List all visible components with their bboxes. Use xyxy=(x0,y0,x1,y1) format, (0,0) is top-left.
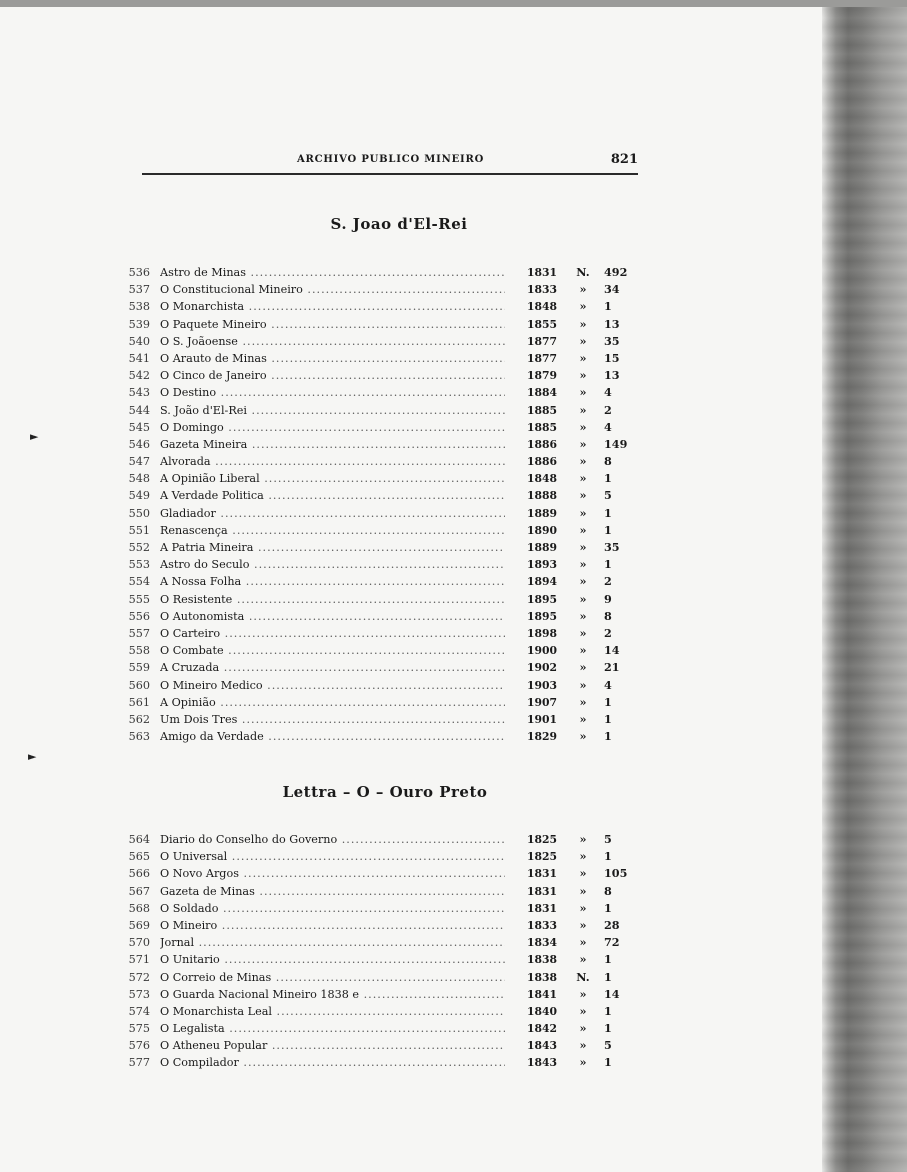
entry-number: 559 xyxy=(128,661,150,675)
book-binding-edge xyxy=(822,0,907,1172)
issue-count: 1 xyxy=(604,849,612,864)
status-mark: » xyxy=(579,540,587,554)
status-mark: » xyxy=(579,1021,587,1036)
issue-count: 4 xyxy=(604,419,612,434)
entry-number: 561 xyxy=(128,695,150,709)
newspaper-title: Alvorada ..... xyxy=(160,453,505,470)
entry-number: 575 xyxy=(128,1022,150,1036)
newspaper-title: Um Dois Tres ..... xyxy=(160,711,505,728)
issue-count: 1 xyxy=(604,471,612,486)
year: 1831 xyxy=(526,266,558,279)
newspaper-title: A Opinião ..... xyxy=(160,694,505,711)
newspaper-title: O Domingo ..... xyxy=(160,419,505,436)
entry-number: 573 xyxy=(128,987,150,1001)
page-header xyxy=(142,152,638,176)
entry-number: 536 xyxy=(128,266,150,279)
entry-number: 570 xyxy=(128,936,150,950)
year: 1831 xyxy=(526,884,558,898)
year: 1833 xyxy=(526,918,558,932)
header-rule xyxy=(142,173,638,175)
status-mark: » xyxy=(579,574,587,589)
newspaper-title: O Novo Argos ..... xyxy=(160,865,505,882)
newspaper-title: A Verdade Politica ..... xyxy=(160,487,505,504)
status-mark: » xyxy=(579,488,587,503)
issue-count: 1 xyxy=(604,969,612,984)
list-item xyxy=(120,1003,640,1020)
status-mark: » xyxy=(579,557,587,572)
issue-count: 5 xyxy=(604,1038,612,1053)
issue-count: 21 xyxy=(604,660,620,675)
issue-count: 1 xyxy=(604,711,612,726)
entry-number: 539 xyxy=(128,317,150,331)
year: 1877 xyxy=(526,351,558,365)
newspaper-title: O Legalista ..... xyxy=(160,1020,505,1037)
status-mark: » xyxy=(579,677,587,692)
list-item xyxy=(120,951,640,968)
year: 1895 xyxy=(526,609,558,623)
newspaper-title: O Universal ..... xyxy=(160,848,505,865)
year: 1842 xyxy=(526,1022,558,1036)
year: 1886 xyxy=(526,455,558,469)
entry-number: 554 xyxy=(128,575,150,589)
status-mark: » xyxy=(579,917,587,932)
year: 1840 xyxy=(526,1004,558,1018)
status-mark: » xyxy=(579,385,587,400)
entry-number: 552 xyxy=(128,541,150,554)
list-item xyxy=(120,453,640,470)
newspaper-title: O Arauto de Minas ..... xyxy=(160,350,505,367)
year: 1843 xyxy=(526,1056,558,1070)
year: 1877 xyxy=(526,334,558,348)
issue-count: 1 xyxy=(604,1021,612,1036)
newspaper-title: O Paquete Mineiro ..... xyxy=(160,316,505,333)
list-item xyxy=(120,333,640,350)
status-mark: » xyxy=(579,1055,587,1070)
issue-count: 2 xyxy=(604,574,612,589)
status-mark: » xyxy=(579,591,587,606)
year: 1831 xyxy=(526,901,558,915)
list-item xyxy=(120,1020,640,1037)
list-item xyxy=(120,1054,640,1071)
newspaper-title: O Monarchista Leal ..... xyxy=(160,1003,505,1020)
list-item xyxy=(120,402,640,419)
year: 1848 xyxy=(526,472,558,486)
newspaper-title: O Soldado ..... xyxy=(160,900,505,917)
list-item xyxy=(120,694,640,711)
newspaper-title: Diario do Conselho do Governo ..... xyxy=(160,831,505,848)
year: 1902 xyxy=(526,661,558,675)
year: 1885 xyxy=(526,420,558,434)
list-item xyxy=(120,728,640,745)
newspaper-title: Astro de Minas ..... xyxy=(160,264,505,281)
status-mark: N. xyxy=(576,265,590,279)
newspaper-title: O Compilador ..... xyxy=(160,1054,505,1071)
year: 1893 xyxy=(526,558,558,572)
status-mark: » xyxy=(579,454,587,469)
year: 1843 xyxy=(526,1039,558,1053)
entry-number: 542 xyxy=(128,369,150,383)
entry-number: 562 xyxy=(128,712,150,726)
entry-number: 560 xyxy=(128,678,150,692)
issue-count: 72 xyxy=(604,935,620,950)
entry-number: 551 xyxy=(128,523,150,537)
issue-count: 9 xyxy=(604,591,612,606)
year: 1907 xyxy=(526,695,558,709)
status-mark: » xyxy=(579,952,587,967)
status-mark: » xyxy=(579,1003,587,1018)
list-item xyxy=(120,573,640,590)
newspaper-title: O Carteiro ..... xyxy=(160,625,505,642)
newspaper-title: A Opinião Liberal ..... xyxy=(160,470,505,487)
newspaper-title: O Cinco de Janeiro ..... xyxy=(160,367,505,384)
status-mark: » xyxy=(579,832,587,846)
entry-number: 568 xyxy=(128,901,150,915)
list-item xyxy=(120,711,640,728)
issue-count: 15 xyxy=(604,350,620,365)
entry-number: 576 xyxy=(128,1039,150,1053)
list-item xyxy=(120,831,640,848)
status-mark: » xyxy=(579,694,587,709)
list-item xyxy=(120,367,640,384)
section-title-ouro-preto: Lettra – O – Ouro Preto xyxy=(282,783,488,801)
list-item xyxy=(120,969,640,986)
list-item xyxy=(120,316,640,333)
issue-count: 8 xyxy=(604,608,612,623)
status-mark: » xyxy=(579,625,587,640)
newspaper-title: Amigo da Verdade ..... xyxy=(160,728,505,745)
year: 1884 xyxy=(526,386,558,400)
list-item xyxy=(120,934,640,951)
year: 1900 xyxy=(526,644,558,658)
newspaper-title: O Monarchista ..... xyxy=(160,298,505,315)
entry-number: 577 xyxy=(128,1056,150,1070)
newspaper-title: A Cruzada ..... xyxy=(160,659,505,676)
issue-count: 1 xyxy=(604,299,612,314)
issue-count: 1 xyxy=(604,729,612,744)
newspaper-title: O Resistente ..... xyxy=(160,591,505,608)
list-item xyxy=(120,350,640,367)
issue-count: 8 xyxy=(604,454,612,469)
issue-count: 149 xyxy=(604,436,628,451)
entry-number: 543 xyxy=(128,386,150,400)
year: 1825 xyxy=(526,833,558,846)
list-item xyxy=(120,298,640,315)
year: 1901 xyxy=(526,712,558,726)
newspaper-title: S. João d'El-Rei ..... xyxy=(160,402,505,419)
newspaper-title: O Unitario ..... xyxy=(160,951,505,968)
issue-count: 5 xyxy=(604,488,612,503)
year: 1903 xyxy=(526,678,558,692)
newspaper-title: O Autonomista ..... xyxy=(160,608,505,625)
list-item xyxy=(120,505,640,522)
list-item xyxy=(120,384,640,401)
newspaper-title: O Atheneu Popular ..... xyxy=(160,1037,505,1054)
year: 1890 xyxy=(526,523,558,537)
issue-count: 105 xyxy=(604,866,628,881)
entry-number: 541 xyxy=(128,351,150,365)
status-mark: » xyxy=(579,883,587,898)
newspaper-title: O S. Joãoense ..... xyxy=(160,333,505,350)
year: 1834 xyxy=(526,936,558,950)
issue-count: 4 xyxy=(604,385,612,400)
entry-number: 538 xyxy=(128,300,150,314)
entry-number: 566 xyxy=(128,867,150,881)
entry-number: 569 xyxy=(128,918,150,932)
status-mark: » xyxy=(579,368,587,383)
newspaper-title: A Patria Mineira ..... xyxy=(160,539,505,556)
entry-number: 556 xyxy=(128,609,150,623)
newspaper-list-ouro-preto xyxy=(120,831,640,1072)
entry-number: 567 xyxy=(128,884,150,898)
entry-number: 564 xyxy=(128,833,150,846)
status-mark: » xyxy=(579,608,587,623)
status-mark: » xyxy=(579,660,587,675)
list-item xyxy=(120,865,640,882)
newspaper-title: O Correio de Minas ..... xyxy=(160,969,505,986)
entry-number: 546 xyxy=(128,437,150,451)
status-mark: » xyxy=(579,299,587,314)
list-item xyxy=(120,522,640,539)
margin-arrow-mark: ► xyxy=(28,750,37,763)
entry-number: 555 xyxy=(128,592,150,606)
section-title-sao-joao: S. Joao d'El-Rei xyxy=(330,215,468,233)
newspaper-list-sao-joao xyxy=(120,264,640,745)
entry-number: 563 xyxy=(128,730,150,744)
newspaper-title: Renascença ..... xyxy=(160,522,505,539)
newspaper-title: O Constitucional Mineiro ..... xyxy=(160,281,505,298)
entry-number: 547 xyxy=(128,455,150,469)
year: 1885 xyxy=(526,403,558,417)
entry-number: 557 xyxy=(128,626,150,640)
issue-count: 1 xyxy=(604,522,612,537)
status-mark: » xyxy=(579,333,587,348)
list-item xyxy=(120,883,640,900)
issue-count: 5 xyxy=(604,832,612,846)
year: 1889 xyxy=(526,541,558,554)
entry-number: 549 xyxy=(128,489,150,503)
status-mark: » xyxy=(579,711,587,726)
list-item xyxy=(120,556,640,573)
entry-number: 544 xyxy=(128,403,150,417)
page-number: 821 xyxy=(610,152,638,167)
status-mark: » xyxy=(579,986,587,1001)
scan-top-edge xyxy=(0,0,907,7)
issue-count: 1 xyxy=(604,1003,612,1018)
issue-count: 14 xyxy=(604,643,620,658)
issue-count: 1 xyxy=(604,557,612,572)
year: 1855 xyxy=(526,317,558,331)
status-mark: » xyxy=(579,729,587,744)
entry-number: 565 xyxy=(128,850,150,864)
newspaper-title: O Mineiro ..... xyxy=(160,917,505,934)
status-mark: » xyxy=(579,282,587,297)
year: 1825 xyxy=(526,850,558,864)
issue-count: 14 xyxy=(604,986,620,1001)
year: 1886 xyxy=(526,437,558,451)
status-mark: » xyxy=(579,402,587,417)
status-mark: » xyxy=(579,505,587,520)
year: 1841 xyxy=(526,987,558,1001)
issue-count: 1 xyxy=(604,694,612,709)
status-mark: » xyxy=(579,350,587,365)
entry-number: 545 xyxy=(128,420,150,434)
issue-count: 1 xyxy=(604,1055,612,1070)
entry-number: 537 xyxy=(128,283,150,297)
status-mark: » xyxy=(579,522,587,537)
status-mark: » xyxy=(579,1038,587,1053)
newspaper-title: O Combate ..... xyxy=(160,642,505,659)
year: 1898 xyxy=(526,626,558,640)
newspaper-title: Gazeta de Minas ..... xyxy=(160,883,505,900)
issue-count: 2 xyxy=(604,402,612,417)
year: 1833 xyxy=(526,283,558,297)
issue-count: 35 xyxy=(604,540,620,554)
entry-number: 553 xyxy=(128,558,150,572)
newspaper-title: A Nossa Folha ..... xyxy=(160,573,505,590)
list-item xyxy=(120,1037,640,1054)
issue-count: 1 xyxy=(604,505,612,520)
issue-count: 13 xyxy=(604,316,620,331)
year: 1888 xyxy=(526,489,558,503)
list-item xyxy=(120,986,640,1003)
issue-count: 492 xyxy=(604,265,628,279)
entry-number: 571 xyxy=(128,953,150,967)
year: 1838 xyxy=(526,953,558,967)
list-item xyxy=(120,470,640,487)
status-mark: » xyxy=(579,643,587,658)
newspaper-title: Astro do Seculo ..... xyxy=(160,556,505,573)
year: 1831 xyxy=(526,867,558,881)
year: 1829 xyxy=(526,730,558,744)
list-item xyxy=(120,659,640,676)
newspaper-title: Jornal ..... xyxy=(160,934,505,951)
entry-number: 548 xyxy=(128,472,150,486)
newspaper-title: Gazeta Mineira ..... xyxy=(160,436,505,453)
list-item xyxy=(120,917,640,934)
status-mark: » xyxy=(579,471,587,486)
list-item xyxy=(120,848,640,865)
status-mark: » xyxy=(579,436,587,451)
year: 1894 xyxy=(526,575,558,589)
entry-number: 574 xyxy=(128,1004,150,1018)
newspaper-title: O Mineiro Medico ..... xyxy=(160,677,505,694)
list-item xyxy=(120,264,640,281)
list-item xyxy=(120,436,640,453)
newspaper-title: O Guarda Nacional Mineiro 1838 e ..... xyxy=(160,986,505,1003)
year: 1889 xyxy=(526,506,558,520)
status-mark: » xyxy=(579,316,587,331)
status-mark: N. xyxy=(576,969,590,984)
list-item xyxy=(120,487,640,504)
list-item xyxy=(120,608,640,625)
status-mark: » xyxy=(579,849,587,864)
issue-count: 13 xyxy=(604,368,620,383)
entry-number: 550 xyxy=(128,506,150,520)
entry-number: 540 xyxy=(128,334,150,348)
issue-count: 4 xyxy=(604,677,612,692)
issue-count: 2 xyxy=(604,625,612,640)
issue-count: 1 xyxy=(604,952,612,967)
entry-number: 558 xyxy=(128,644,150,658)
list-item xyxy=(120,539,640,556)
margin-arrow-mark: ► xyxy=(30,430,39,443)
list-item xyxy=(120,677,640,694)
issue-count: 1 xyxy=(604,900,612,915)
year: 1895 xyxy=(526,592,558,606)
newspaper-title: Gladiador ..... xyxy=(160,505,505,522)
running-title: ARCHIVO PUBLICO MINEIRO xyxy=(297,154,485,165)
status-mark: » xyxy=(579,935,587,950)
issue-count: 28 xyxy=(604,917,620,932)
list-item xyxy=(120,419,640,436)
year: 1848 xyxy=(526,300,558,314)
newspaper-title: O Destino ..... xyxy=(160,384,505,401)
list-item xyxy=(120,281,640,298)
list-item xyxy=(120,900,640,917)
status-mark: » xyxy=(579,900,587,915)
list-item xyxy=(120,642,640,659)
status-mark: » xyxy=(579,866,587,881)
issue-count: 34 xyxy=(604,282,620,297)
status-mark: » xyxy=(579,419,587,434)
entry-number: 572 xyxy=(128,970,150,984)
list-item xyxy=(120,591,640,608)
year: 1838 xyxy=(526,970,558,984)
year: 1879 xyxy=(526,369,558,383)
list-item xyxy=(120,625,640,642)
issue-count: 35 xyxy=(604,333,620,348)
issue-count: 8 xyxy=(604,883,612,898)
